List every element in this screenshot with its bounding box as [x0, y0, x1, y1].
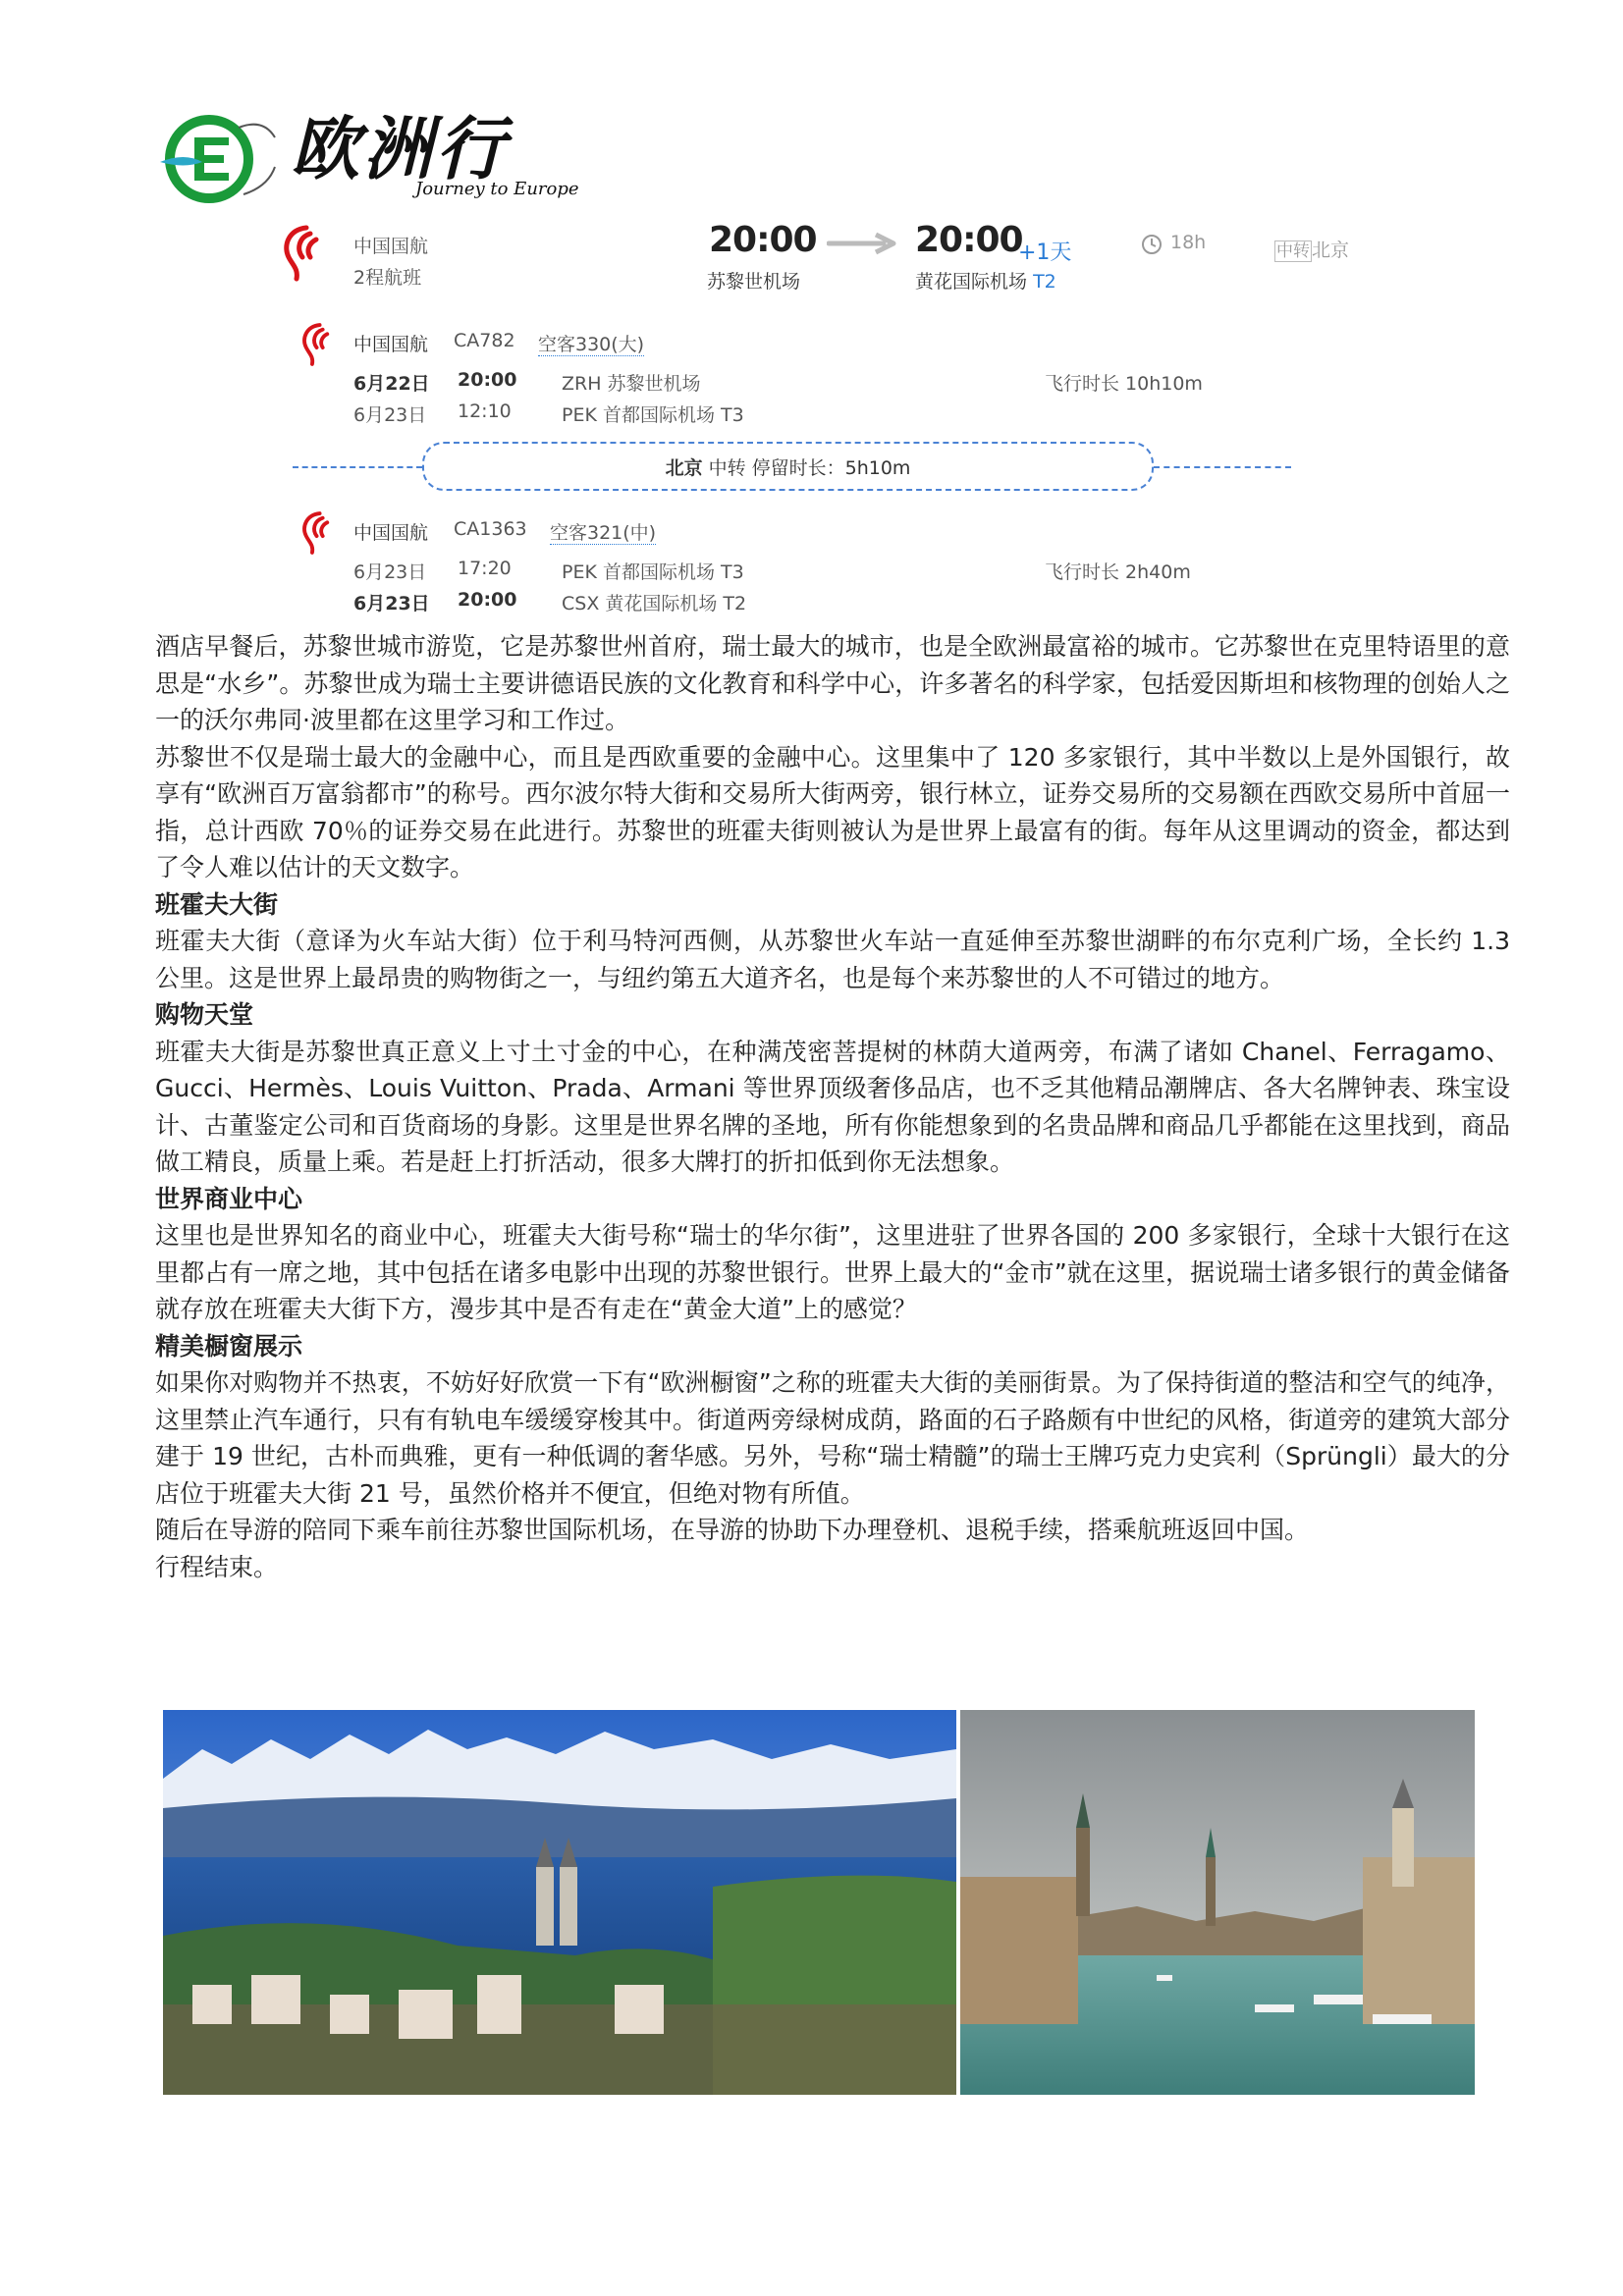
air-china-logo-icon: [297, 322, 334, 367]
air-china-logo-icon: [297, 510, 334, 556]
leg2-arr-date: 6月23日: [353, 593, 430, 614]
section-heading: 班霍夫大街: [155, 889, 279, 919]
paragraph: 班霍夫大街（意译为火车站大街）位于利马特河西侧，从苏黎世火车站一直延伸至苏黎世湖畔的布尔克利广场，全长约 1.3 公里。这是世界上最昂贵的购物街之一，与纽约第五大道齐名，也是每个来苏黎世的人不可错过的地方。: [155, 927, 1510, 992]
paragraph: 苏黎世不仅是瑞士最大的金融中心，而且是西欧重要的金融中心。这里集中了 120 多家银行，其中半数以上是外国银行，故享有“欧洲百万富翁都市”的称号。西尔波尔特大街和交易所大街两旁，银行林立，证券交易所的交易额在西欧交易所中首屈一指，总计西欧 70％的证券交易在此进行。苏黎世的班霍夫街则被认为是世界上最富有的街。每年从这里调动的资金，都达到了令人难以估计的天文数字。: [155, 742, 1510, 881]
leg1-arr-airport: PEK 首都国际机场 T3: [562, 404, 744, 426]
leg1-dep-airport: ZRH 苏黎世机场: [562, 373, 701, 395]
leg2-aircraft[interactable]: [550, 518, 656, 545]
leg1-dep-date: 6月22日: [353, 373, 430, 395]
layover-banner: [422, 442, 1154, 491]
paragraph: 如果你对购物并不热衷，不妨好好欣赏一下有“欧洲橱窗”之称的班霍夫大街的美丽街景。为了保持街道的整洁和空气的纯净，这里禁止汽车通行，只有有轨电车缓缓穿梭其中。街道两旁绿树成荫，路面的石子路颇有中世纪的风格，街道旁的建筑大部分建于 19 世纪，古朴而典雅，更有一种低调的奢华感。另外，号称“瑞士精髓”的瑞士王牌巧克力史宾利（Sprüngli）最大的分店位于班霍夫大街 21 号，虽然价格并不便宜，但绝对物有所值。: [155, 1368, 1510, 1508]
arrow-right-icon: [827, 232, 901, 255]
summary-transfer: [1274, 236, 1349, 262]
summary-arr-airport-name: 黄花国际机场: [915, 271, 1028, 293]
layover-text: 中转 停留时长：5h10m: [708, 456, 911, 479]
leg2-dep-time: 17:20: [458, 558, 512, 579]
leg2-dep-airport: PEK 首都国际机场 T3: [562, 561, 744, 583]
leg1-arr-time: 12:10: [458, 400, 512, 422]
zurich-river-photo: [960, 1710, 1475, 2095]
itinerary-body: [155, 628, 1510, 1585]
site-logo: [155, 108, 587, 206]
leg2-aircraft-label: 空客321(中): [550, 522, 657, 544]
leg1-aircraft[interactable]: [538, 330, 644, 356]
leg2-dep-date: 6月23日: [353, 561, 427, 583]
layover-line-left: [293, 466, 422, 468]
paragraph: 班霍夫大街是苏黎世真正意义上寸土寸金的中心，在种满茂密菩提树的林荫大道两旁，布满了诸如 Chanel、Ferragamo、Gucci、Hermès、Louis Vuitton、Prada、Armani 等世界顶级奢侈品店，也不乏其他精品潮牌店、各大名牌钟表、珠宝设计、古董鉴定公司和百货商场的身影。这里是世界名牌的圣地，所有你能想象到的名贵品牌和商品几乎都能在这里找到，商品做工精良，质量上乘。若是赶上打折活动，很多大牌打的折扣低到你无法想象。: [155, 1037, 1510, 1176]
paragraph: 行程结束。: [155, 1552, 279, 1581]
summary-arr-time: 20:00: [915, 220, 1023, 260]
layover-line-right: [1154, 466, 1291, 468]
section-heading: 精美橱窗展示: [155, 1331, 303, 1361]
leg2-duration: 飞行时长 2h40m: [1045, 561, 1191, 583]
leg1-flight: CA782: [454, 330, 515, 351]
leg2-arr-time: 20:00: [458, 589, 517, 611]
leg2-airline: 中国国航: [353, 522, 429, 544]
leg2-flight: CA1363: [454, 518, 527, 540]
summary-dep-airport: 苏黎世机场: [707, 271, 801, 293]
logo-chinese-text: 欧洲行: [291, 108, 509, 189]
leg1-aircraft-label: 空客330(大): [538, 334, 645, 355]
summary-arr-plus: +1天: [1018, 240, 1072, 265]
summary-trips: 2程航班: [353, 267, 422, 289]
transfer-tag: 中转: [1276, 241, 1310, 261]
paragraph: 酒店早餐后，苏黎世城市游览，它是苏黎世州首府，瑞士最大的城市，也是全欧洲最富裕的城市。它苏黎世在克里特语里的意思是“水乡”。苏黎世成为瑞士主要讲德语民族的文化教育和科学中心，许多著名的科学家，包括爱因斯坦和核物理的创始人之一的沃尔弗同·波里都在这里学习和工作过。: [155, 632, 1510, 734]
air-china-logo-icon: [277, 224, 324, 283]
summary-arr-airport: [915, 267, 1056, 294]
layover-city: 北京: [665, 456, 703, 479]
leg1-arr-date: 6月23日: [353, 404, 427, 426]
zurich-lake-photo: [163, 1710, 956, 2095]
paragraph: 这里也是世界知名的商业中心，班霍夫大街号称“瑞士的华尔街”，这里进驻了世界各国的 200 多家银行，全球十大银行在这里都占有一席之地，其中包括在诸多电影中出现的苏黎世银行。世界上最大的“金市”就在这里，据说瑞士诸多银行的黄金储备就存放在班霍夫大街下方，漫步其中是否有走在“黄金大道”上的感觉？: [155, 1221, 1510, 1323]
leg1-dep-time: 20:00: [458, 369, 517, 391]
leg2-arr-airport: CSX 黄花国际机场 T2: [562, 593, 747, 614]
summary-dep-time: 20:00: [709, 220, 817, 260]
summary-airline: 中国国航: [353, 236, 429, 257]
section-heading: 购物天堂: [155, 1000, 254, 1029]
paragraph: 随后在导游的陪同下乘车前往苏黎世国际机场，在导游的协助下办理登机、退税手续，搭乘航班返回中国。: [155, 1516, 1310, 1544]
clock-icon: [1141, 234, 1163, 255]
logo-english-text: Journey to Europe: [415, 179, 579, 199]
transfer-city: 北京: [1312, 240, 1350, 261]
summary-arr-terminal: T2: [1033, 271, 1056, 293]
leg1-airline: 中国国航: [353, 334, 429, 355]
leg1-duration: 飞行时长 10h10m: [1045, 373, 1203, 395]
section-heading: 世界商业中心: [155, 1184, 303, 1213]
globe-logo-icon: [155, 108, 283, 206]
summary-duration: 18h: [1170, 232, 1207, 253]
